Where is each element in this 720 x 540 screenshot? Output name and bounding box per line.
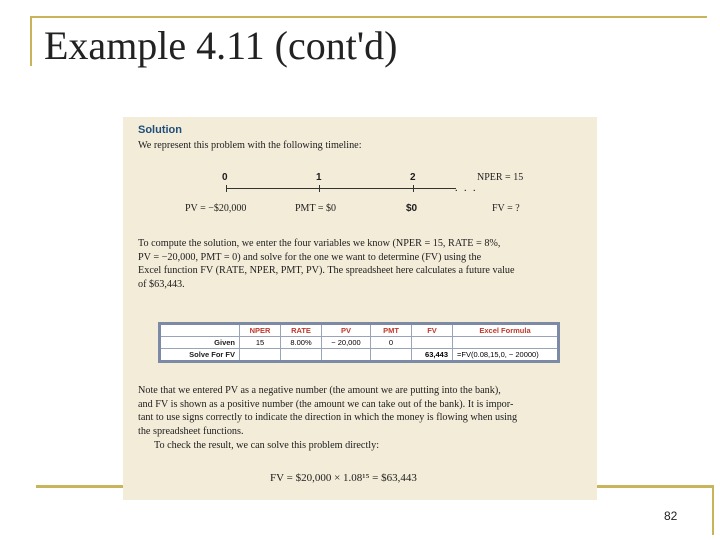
paragraph-line: PV = −20,000, PMT = 0) and solve for the one we want to determine (FV) using the — [138, 251, 482, 263]
paragraph-line: the spreadsheet functions. — [138, 426, 244, 438]
fv-equation: FV = $20,000 × 1.08¹⁵ = $63,443 — [270, 472, 417, 484]
header-cell — [160, 324, 240, 337]
timeline-fv: FV = ? — [492, 203, 520, 214]
frame-top-rule — [30, 16, 707, 18]
intro-text: We represent this problem with the following timeline: — [138, 140, 362, 151]
table-cell: 0 — [371, 337, 412, 349]
timeline-pv: PV = −$20,000 — [185, 203, 247, 214]
paragraph-line: To compute the solution, we enter the four variables we know (NPER = 15, RATE = 8%, — [138, 238, 501, 249]
table-cell — [453, 337, 559, 349]
header-cell: PV — [322, 324, 371, 337]
table-cell: 8.00% — [281, 337, 322, 349]
header-cell: FV — [412, 324, 453, 337]
table-cell — [240, 349, 281, 362]
timeline-period-0: 0 — [222, 172, 228, 183]
header-cell: Excel Formula — [453, 324, 559, 337]
spreadsheet-header-row — [160, 324, 559, 337]
paragraph-note — [138, 384, 588, 453]
table-cell — [412, 337, 453, 349]
table-cell — [371, 349, 412, 362]
paragraph-line: of $63,443. — [138, 279, 185, 291]
row-label: Solve For FV — [160, 349, 240, 362]
paragraph-line: and FV is shown as a positive number (the amount we can take out of the bank). It is impor- — [138, 398, 514, 410]
table-cell — [322, 349, 371, 362]
timeline-pmt: PMT = $0 — [295, 203, 337, 214]
timeline-period-1: 1 — [316, 172, 322, 183]
table-row — [160, 337, 559, 349]
table-row — [160, 349, 559, 362]
slide-title: Example 4.11 (cont'd) — [44, 23, 398, 68]
solution-heading: Solution — [138, 124, 182, 136]
timeline-tick-1 — [319, 185, 320, 192]
timeline-period-2: 2 — [410, 172, 416, 183]
table-cell: 15 — [240, 337, 281, 349]
page-number: 82 — [664, 509, 678, 523]
row-label: Given — [160, 337, 240, 349]
paragraph-compute — [138, 237, 588, 292]
header-cell: NPER — [240, 324, 281, 337]
timeline-axis — [226, 188, 456, 189]
textbook-excerpt — [123, 117, 597, 500]
header-cell: PMT — [371, 324, 412, 337]
excel-spreadsheet — [158, 322, 560, 363]
header-cell: RATE — [281, 324, 322, 337]
table-cell — [281, 349, 322, 362]
paragraph-line: Excel function FV (RATE, NPER, PMT, PV). The spreadsheet here calculates a future value — [138, 265, 515, 277]
paragraph-line: To check the result, we can solve this problem directly: — [154, 439, 380, 451]
table-cell: =FV(0.08,15,0, − 20000) — [453, 349, 559, 362]
paragraph-line: Note that we entered PV as a negative number (the amount we are putting into the bank), — [138, 385, 501, 396]
frame-left-rule — [30, 16, 32, 66]
paragraph-line: tant to use signs correctly to indicate the direction in which the money is flowing when using — [138, 412, 518, 424]
frame-right-rule — [712, 485, 714, 535]
timeline-ellipsis: . . . — [455, 183, 478, 194]
timeline-cf2: $0 — [406, 203, 418, 214]
timeline-tick-0 — [226, 185, 227, 192]
table-cell: − 20,000 — [322, 337, 371, 349]
table-cell: 63,443 — [412, 349, 453, 362]
timeline-tick-2 — [413, 185, 414, 192]
timeline-nper: NPER = 15 — [477, 172, 524, 183]
